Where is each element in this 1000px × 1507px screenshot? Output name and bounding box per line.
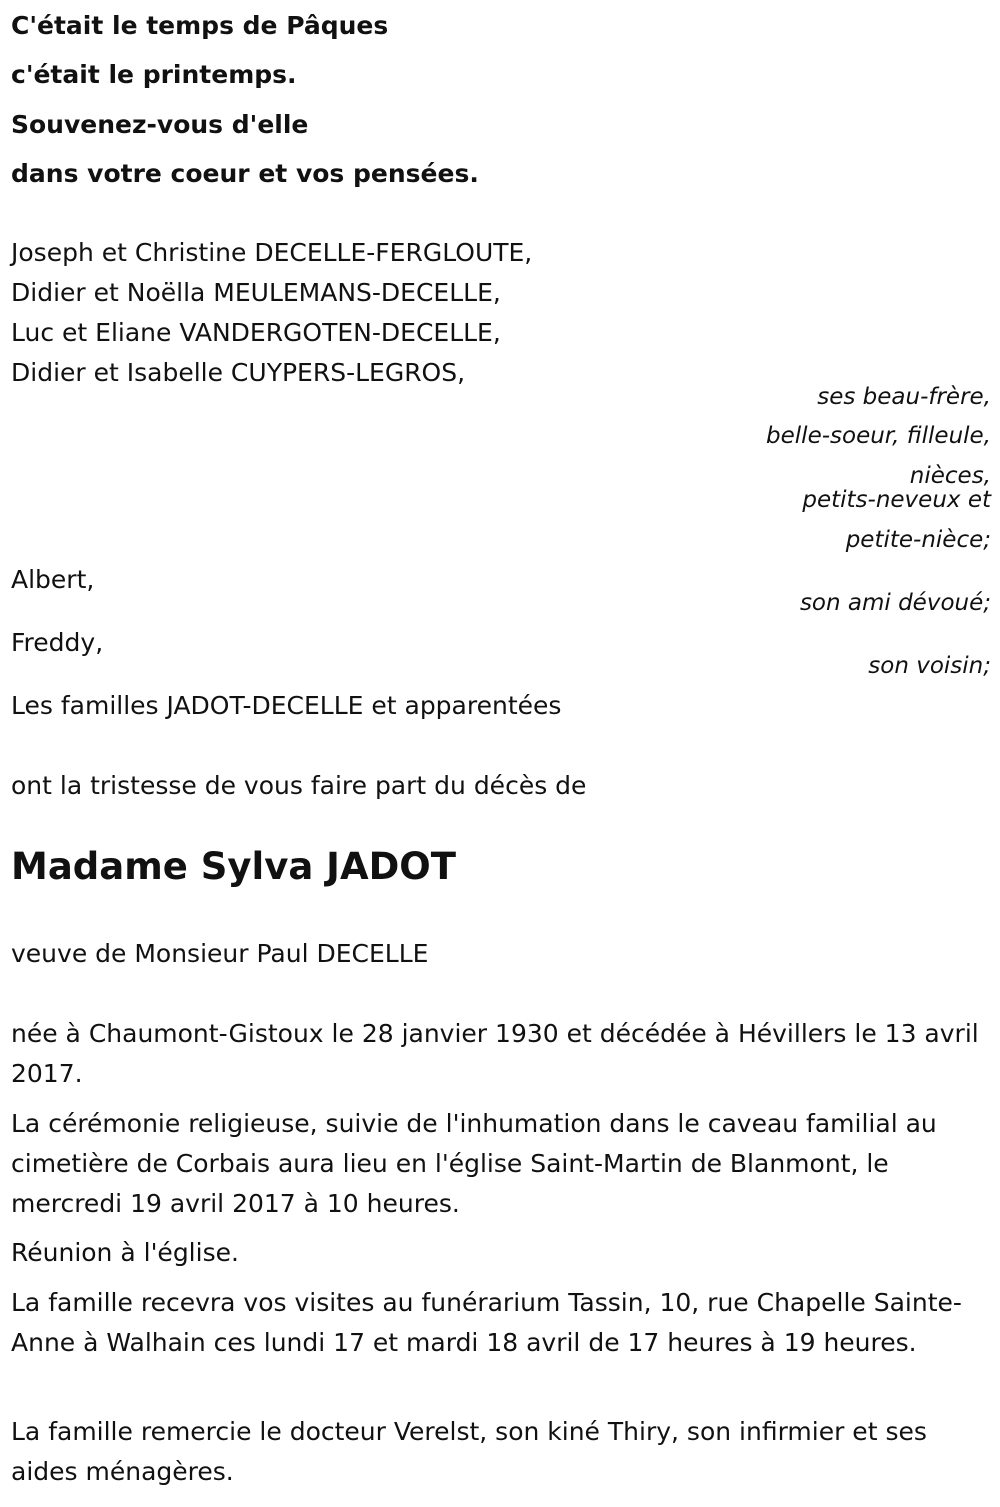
meeting-paragraph: Réunion à l'église. (11, 1238, 239, 1267)
poem-line: dans votre coeur et vos pensées. (11, 159, 479, 188)
family-member-line: Didier et Isabelle CUYPERS-LEGROS, (11, 358, 466, 387)
family-relation-line: nièces, (909, 463, 991, 489)
family-member-line: Joseph et Christine DECELLE-FERGLOUTE, (11, 238, 533, 267)
family-member-line: Luc et Eliane VANDERGOTEN-DECELLE, (11, 318, 501, 347)
thanks-paragraph: La famille remercie le docteur Verelst, son kiné Thiry, son infirmier et ses aides ménagères. (11, 1417, 927, 1486)
poem-line: Souvenez-vous d'elle (11, 110, 309, 139)
family-relation-line: ses beau-frère, (817, 384, 991, 410)
families-line: Les familles JADOT-DECELLE et apparentées (11, 691, 562, 720)
family-member-line: Didier et Noëlla MEULEMANS-DECELLE, (11, 278, 501, 307)
ceremony-paragraph: La cérémonie religieuse, suivie de l'inhumation dans le caveau familial au cimetière de Corbais aura lieu en l'église Saint-Martin de Blanmont, le mercredi 19 avril 2017 à 10 heures. (11, 1109, 937, 1218)
announcement-line: ont la tristesse de vous faire part du décès de (11, 771, 587, 800)
neighbor-relation: son voisin; (868, 653, 991, 679)
family-relation-line: petits-neveux et (802, 487, 991, 513)
visits-paragraph: La famille recevra vos visites au funérarium Tassin, 10, rue Chapelle Sainte-Anne à Walhain ces lundi 17 et mardi 18 avril de 17 heures à 19 heures. (11, 1288, 962, 1357)
poem-line: c'était le printemps. (11, 60, 297, 89)
family-relation-line: belle-soeur, filleule, (766, 423, 991, 449)
widow-of-line: veuve de Monsieur Paul DECELLE (11, 939, 429, 968)
friend-name: Albert, (11, 565, 95, 594)
poem-line: C'était le temps de Pâques (11, 11, 389, 40)
birth-death-paragraph: née à Chaumont-Gistoux le 28 janvier 1930 et décédée à Hévillers le 13 avril 2017. (11, 1019, 979, 1088)
deceased-name: Madame Sylva JADOT (11, 845, 456, 888)
family-relation-line: petite-nièce; (845, 527, 991, 553)
neighbor-name: Freddy, (11, 628, 104, 657)
friend-relation: son ami dévoué; (799, 590, 991, 616)
